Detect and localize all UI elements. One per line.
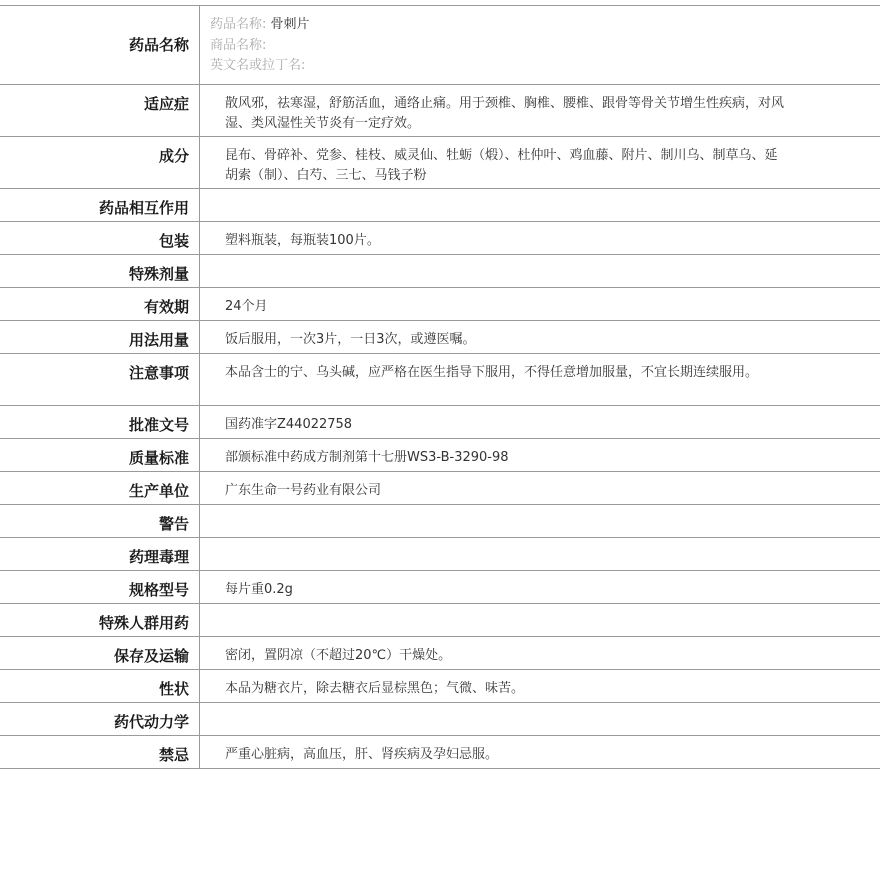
approval-row	[0, 406, 880, 439]
drug-info-table	[0, 5, 880, 769]
row-value: 本品为糖衣片，除去糖衣后显棕黑色；气微、味苦。	[225, 681, 525, 696]
generic-name-line	[210, 15, 870, 36]
generic-name-label: 药品名称:	[210, 17, 267, 32]
row-value: 广东生命一号药业有限公司	[225, 483, 382, 498]
specification-row	[0, 571, 880, 604]
row-value: 散风邪，祛寒湿，舒筋活血，通络止痛。用于颈椎、胸椎、腰椎、跟骨等骨关节增生性疾病，对风湿、类风湿性关节炎有一定疗效。	[225, 96, 785, 131]
description-row	[0, 670, 880, 703]
row-label: 有效期	[0, 288, 200, 320]
row-value: 部颁标准中药成方制剂第十七册WS3-B-3290-98	[225, 450, 509, 465]
precautions-row	[0, 354, 880, 406]
row-label: 用法用量	[0, 321, 200, 353]
row-label: 注意事项	[0, 354, 200, 405]
latin-name-line	[210, 56, 870, 77]
row-label: 保存及运输	[0, 637, 200, 669]
storage-row	[0, 637, 880, 670]
row-label: 包装	[0, 222, 200, 254]
validity-row	[0, 288, 880, 321]
toxicology-row	[0, 538, 880, 571]
standard-row	[0, 439, 880, 472]
trade-name-label: 商品名称:	[210, 37, 267, 53]
trade-name-line	[210, 36, 870, 57]
row-value: 昆布、骨碎补、党参、桂枝、威灵仙、牡蛎（煅）、杜仲叶、鸡血藤、附片、制川乌、制草乌、延胡索（制）、白芍、三七、马钱子粉	[225, 148, 778, 183]
drug-name-row	[0, 6, 880, 85]
interactions-row	[0, 189, 880, 222]
row-label: 性状	[0, 670, 200, 702]
row-value	[200, 538, 880, 570]
latin-name-label: 英文名或拉丁名:	[210, 58, 306, 73]
row-label: 批准文号	[0, 406, 200, 438]
row-value: 饭后服用，一次3片，一日3次，或遵医嘱。	[225, 332, 476, 347]
row-label: 特殊剂量	[0, 255, 200, 287]
row-value	[200, 703, 880, 735]
row-value: 密闭，置阴凉（不超过20℃）干燥处。	[225, 648, 452, 663]
row-value	[200, 255, 880, 287]
row-value: 国药准字Z44022758	[225, 417, 353, 432]
row-value: 塑料瓶装，每瓶装100片。	[225, 233, 380, 248]
packaging-row	[0, 222, 880, 255]
row-label: 药品名称	[0, 6, 200, 84]
contraindications-row	[0, 736, 880, 769]
row-value	[200, 505, 880, 537]
special-groups-row	[0, 604, 880, 637]
row-label: 适应症	[0, 85, 200, 136]
indications-row	[0, 85, 880, 137]
row-value: 每片重0.2g	[225, 582, 293, 597]
row-label: 特殊人群用药	[0, 604, 200, 636]
row-value	[200, 604, 880, 636]
drug-name-values	[200, 6, 880, 84]
row-label: 药代动力学	[0, 703, 200, 735]
row-label: 质量标准	[0, 439, 200, 471]
row-value: 严重心脏病，高血压，肝、肾疾病及孕妇忌服。	[225, 747, 499, 762]
manufacturer-row	[0, 472, 880, 505]
row-label: 药理毒理	[0, 538, 200, 570]
pharmacokinetics-row	[0, 703, 880, 736]
row-label: 规格型号	[0, 571, 200, 603]
ingredients-row	[0, 137, 880, 189]
row-value	[200, 189, 880, 221]
row-label: 药品相互作用	[0, 189, 200, 221]
warning-row	[0, 505, 880, 538]
special-dosage-row	[0, 255, 880, 288]
generic-name-value: 骨刺片	[270, 17, 310, 32]
usage-row	[0, 321, 880, 354]
row-value: 本品含士的宁、乌头碱，应严格在医生指导下服用，不得任意增加服量，不宜长期连续服用。	[225, 365, 759, 380]
row-label: 警告	[0, 505, 200, 537]
row-label: 成分	[0, 137, 200, 188]
row-label: 禁忌	[0, 736, 200, 768]
row-label: 生产单位	[0, 472, 200, 504]
row-value: 24个月	[225, 299, 268, 314]
